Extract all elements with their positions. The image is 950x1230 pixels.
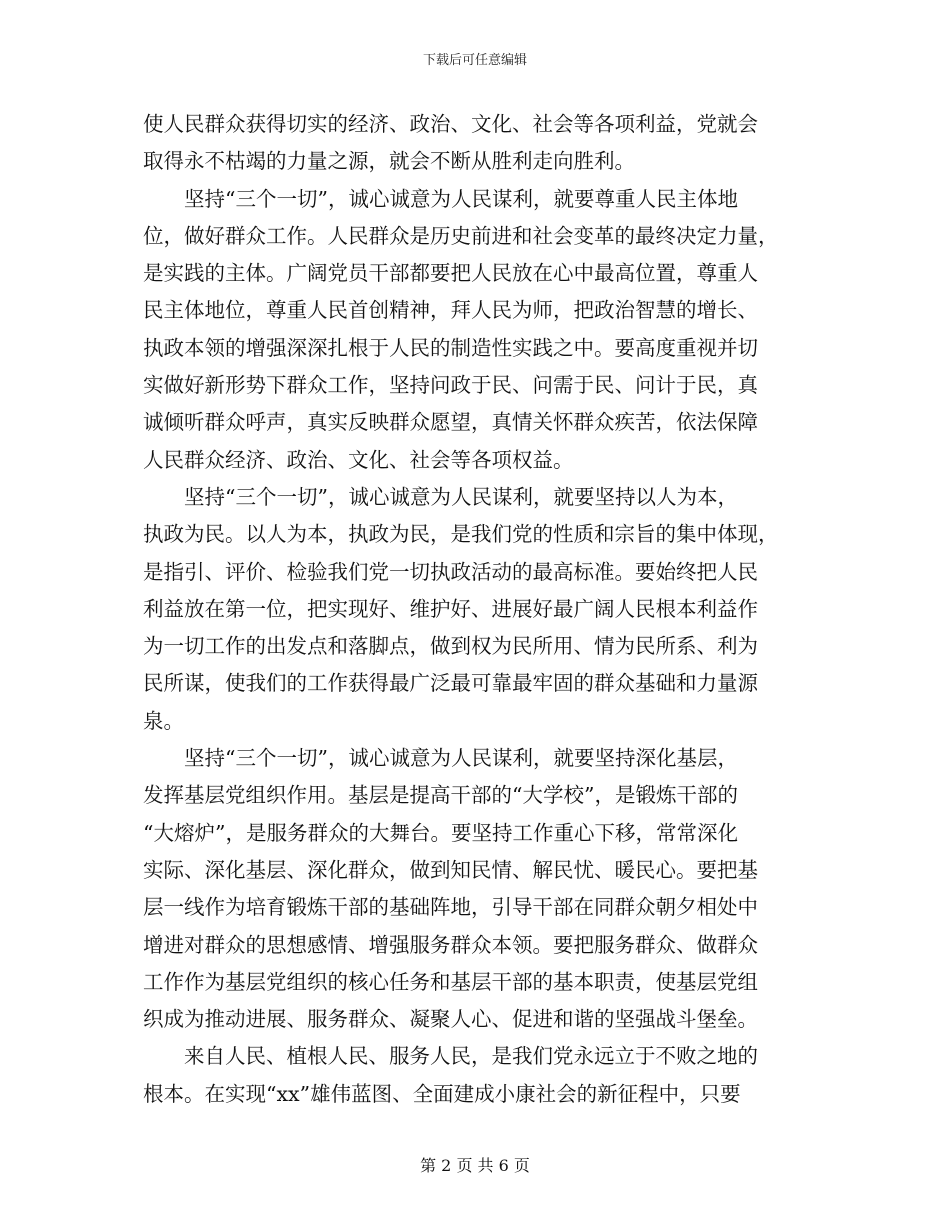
text-line: 使人民群众获得切实的经济、政治、文化、社会等各项利益，党就会 — [143, 112, 758, 136]
text-line: 织成为推动进展、服务群众、凝聚人心、促进和谐的坚强战斗堡垒。 — [143, 1007, 758, 1032]
text-line: 实做好新形势下群众工作，坚持问政于民、问需于民、问计于民，真 — [143, 373, 758, 398]
text-line: 位，做好群众工作。人民群众是历史前进和社会变革的最终决定力量， — [143, 223, 779, 248]
text-line: 为一切工作的出发点和落脚点，做到权为民所用、情为民所系、利为 — [143, 634, 758, 659]
text-line: 坚持“三个一切”，诚心诚意为人民谋利，就要坚持深化基层， — [184, 746, 738, 771]
body-text — [143, 106, 808, 1113]
text-line: 实际、深化基层、深化群众，做到知民情、解民忧、暖民心。要把基 — [143, 857, 758, 882]
text-line: “大熔炉”，是服务群众的大舞台。要坚持工作重心下移，常常深化 — [143, 820, 738, 845]
text-line: 工作作为基层党组织的核心任务和基层干部的基本职责，使基层党组 — [143, 969, 758, 994]
text-line: 是指引、评价、检验我们党一切执政活动的最高标准。要始终把人民 — [143, 559, 758, 584]
text-line: 坚持“三个一切”，诚心诚意为人民谋利，就要坚持以人为本， — [184, 484, 738, 509]
text-line: 人民群众经济、政治、文化、社会等各项权益。 — [143, 447, 574, 472]
text-line: 执政本领的增强深深扎根于人民的制造性实践之中。要高度重视并切 — [143, 335, 758, 360]
text-line: 坚持“三个一切”，诚心诚意为人民谋利，就要尊重人民主体地 — [184, 186, 738, 211]
text-line: 执政为民。以人为本，执政为民，是我们党的性质和宗旨的集中体现， — [143, 522, 779, 547]
text-line: 泉。 — [143, 708, 184, 733]
text-line: 发挥基层党组织作用。基层是提高干部的“大学校”，是锻炼干部的 — [143, 783, 738, 808]
text-line: 增进对群众的思想感情、增强服务群众本领。要把服务群众、做群众 — [143, 932, 758, 957]
text-line: 民主体地位，尊重人民首创精神，拜人民为师，把政治智慧的增长、 — [143, 298, 758, 323]
text-line: 根本。在实现“xx”雄伟蓝图、全面建成小康社会的新征程中，只要 — [143, 1081, 741, 1106]
page-header: 下载后可任意编辑 — [422, 53, 527, 68]
text-line: 诚倾听群众呼声，真实反映群众愿望，真情关怀群众疾苦，依法保障 — [143, 410, 758, 435]
page-footer: 第 2 页 共 6 页 — [420, 1156, 530, 1175]
text-line: 是实践的主体。广阔党员干部都要把人民放在心中最高位置，尊重人 — [143, 261, 758, 286]
text-line: 取得永不枯竭的力量之源，就会不断从胜利走向胜利。 — [143, 149, 635, 174]
text-line: 来自人民、植根人民、服务人民，是我们党永远立于不败之地的 — [184, 1044, 758, 1069]
text-line: 利益放在第一位，把实现好、维护好、进展好最广阔人民根本利益作 — [143, 596, 758, 621]
text-line: 层一线作为培育锻炼干部的基础阵地，引导干部在同群众朝夕相处中 — [143, 895, 758, 920]
text-line: 民所谋，使我们的工作获得最广泛最可靠最牢固的群众基础和力量源 — [143, 671, 758, 696]
